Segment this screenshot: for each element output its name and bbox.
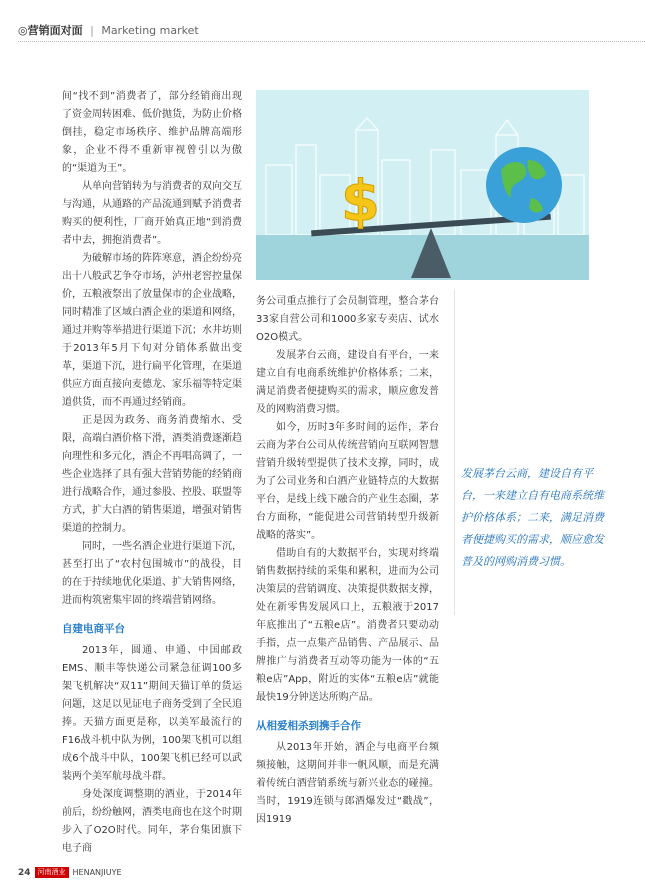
globe-icon (486, 147, 562, 223)
header-separator: | (90, 24, 94, 37)
paragraph: 从单向营销转为与消费者的双向交互与沟通，从通路的产品流通到赋予消费者购买的便利性，厂商开始真正地“到消费者中去，拥抱消费者”。 (62, 181, 242, 246)
page-footer (18, 867, 122, 878)
dollar-symbol: $ (341, 169, 380, 234)
paragraph: 身处深度调整期的酒业，于2014年前后，纷纷触网，酒类电商也在这个时期步入了O2O时代。同年，茅台集团旗下电子商 (62, 789, 242, 854)
paragraph: 从2013年开始，酒企与电商平台频频接触，这期间并非一帆风顺，而是充满着传统白酒营销系统与新兴业态的碰撞。当时，1919连锁与郎酒爆发过“戳战”，因1919 (256, 742, 439, 825)
sidebar-divider (454, 290, 455, 615)
illustration (256, 90, 589, 280)
page-header (18, 22, 199, 38)
page-number: 24 (18, 867, 31, 878)
magazine-logo: 河南酒业 (35, 867, 69, 878)
paragraph: 如今，历时3年多时间的运作，茅台云商为茅台公司从传统营销向互联网智慧营销升级转型提供了技术支撑，同时，成为了公司业务和白酒产业链特点的大数据平台，是线上线下融合的产业生态圈，茅台方面称，“能促进公司营销转型升级新战略的落实”。 (256, 422, 439, 541)
section-heading: 自建电商平台 (62, 623, 125, 635)
paragraph: 2013年，圆通、申通、中国邮政EMS、顺丰等快递公司紧急征调100多架飞机解决“双11”期间天猫订单的货运问题，这足以见证电子商务受到了全民追捧。天猫方面更是称，以美军最流行的F16战斗机中队为例，100架飞机可以组成6个战斗中队，100架飞机已经可以武装两个美军航母战斗群。 (62, 645, 242, 782)
column-left (62, 88, 242, 858)
header-divider (18, 41, 645, 42)
section-title: ◎营销面对面 (18, 24, 83, 37)
section-heading: 从相爱相杀到携手合作 (256, 720, 361, 732)
paragraph: 间“找不到”消费者了，部分经销商出现了资金周转困难、低价抛货，为防止价格倒挂，稳定市场秩序、维护品牌高端形象，企业不得不重新审视曾引以为傲的“渠道为王”。 (62, 91, 242, 174)
section-english: Marketing market (101, 24, 199, 37)
paragraph: 同时，一些名酒企业进行渠道下沉，甚至打出了“农村包围城市”的战役，目的在于持续地优化渠道、扩大销售网络，进而构筑密集牢固的终端营销网络。 (62, 541, 242, 606)
paragraph: 发展茅台云商，建设自有平台，一来建立自有电商系统维护价格体系；二来，满足消费者便捷购买的需求，顺应愈发普及的网购消费习惯。 (256, 350, 439, 415)
magazine-english: HENANJIUYE (72, 868, 122, 877)
city-balance-illustration (256, 90, 589, 280)
pull-quote: 发展茅台云商，建设自有平台，一来建立自有电商系统维护价格体系；二来，满足消费者便捷购买的需求，顺应愈发普及的网购消费习惯。 (461, 467, 604, 568)
paragraph: 借助自有的大数据平台，实现对终端销售数据持续的采集和累积，进而为公司决策层的营销调度、决策提供数据支撑，处在新零售发展风口上，五粮液于2017年底推出了“五粮e店”。消费者只要动动手指，点一点集产品销售、产品展示、品牌推广与消费者互动等功能为一体的“五粮e店”App，附近的实体“五粮e店”就能最快19分钟送达所购产品。 (256, 548, 439, 703)
paragraph: 为破解市场的阵阵寒意，酒企纷纷亮出十八般武艺争夺市场，泸州老窖控量保价，五粮液祭出了放量保市的企业战略，同时精准了区域白酒企业的渠道和网络，通过并购等举措进行渠道下沉；水井坊则于2013年5月下旬对分销体系做出变革，渠道下沉，进行扁平化管理，在渠道供应方面直接向麦德龙、家乐福等特定渠道供货，而不再通过经销商。 (62, 253, 242, 408)
column-middle (256, 293, 439, 829)
paragraph: 正是因为政务、商务消费缩水、受限，高端白酒价格下滑，酒类消费逐渐趋向理性和多元化，酒企不再唱高调了，一些企业选择了具有强大营销势能的经销商进行战略合作，通过参股、控股、联盟等方式，扩大白酒的销售渠道，增强对销售渠道的控制力。 (62, 415, 242, 534)
paragraph: 务公司重点推行了会员制管理，整合茅台33家自营公司和1000多家专卖店、试水O2O模式。 (256, 296, 439, 343)
